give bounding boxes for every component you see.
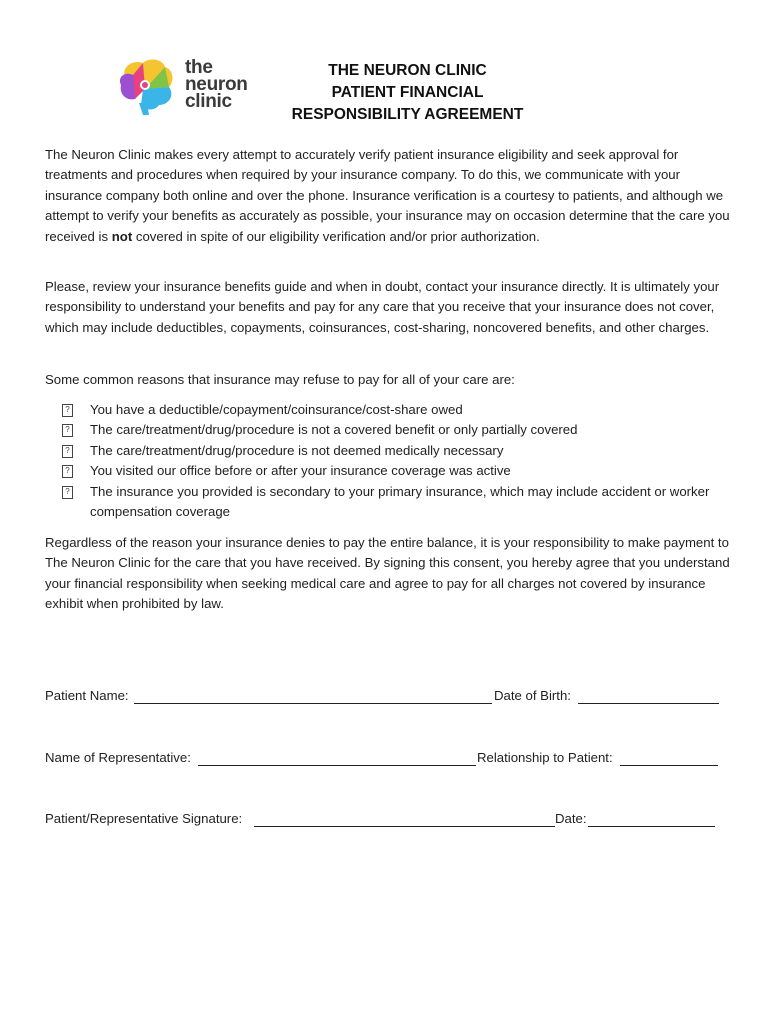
- paragraph-reasons-intro: [45, 370, 735, 390]
- logo-line-2: neuron: [185, 74, 248, 95]
- clinic-logo: [115, 55, 250, 117]
- signature-field[interactable]: [254, 826, 555, 827]
- paragraph1-bold: not: [111, 228, 133, 244]
- patient-name-row: [45, 688, 720, 710]
- logo-wordmark: [185, 59, 248, 110]
- title-line-1: THE NEURON CLINIC: [328, 62, 487, 79]
- date-field[interactable]: [588, 826, 715, 827]
- paragraph1-text-b: covered in spite of our eligibility verification and/or prior authorization.: [132, 228, 540, 244]
- list-item: [62, 420, 722, 440]
- checkbox-glyph-icon: ?: [62, 445, 73, 458]
- title-line-3: RESPONSIBILITY AGREEMENT: [291, 106, 524, 123]
- signature-label: Patient/Representative Signature:: [45, 811, 243, 826]
- paragraph-consent: [45, 533, 735, 615]
- list-item: [62, 400, 722, 420]
- paragraph-responsibility: [45, 277, 735, 338]
- representative-row: [45, 750, 720, 772]
- checkbox-glyph-icon: ?: [62, 465, 73, 478]
- paragraph-verification: [45, 145, 735, 247]
- logo-line-3: clinic: [185, 91, 232, 112]
- representative-field[interactable]: [198, 765, 476, 766]
- dob-label: Date of Birth:: [494, 688, 571, 703]
- relationship-field[interactable]: [620, 765, 718, 766]
- checkbox-glyph-icon: ?: [62, 486, 73, 499]
- document-title: [290, 60, 525, 126]
- paragraph3-text: Some common reasons that insurance may refuse to pay for all of your care are:: [45, 372, 515, 387]
- reason-text: The care/treatment/drug/procedure is not a covered benefit or only partially covered: [90, 422, 578, 438]
- list-item: [62, 441, 722, 461]
- brain-logo-icon: [115, 55, 185, 117]
- list-item: [62, 482, 722, 523]
- reason-text: The care/treatment/drug/procedure is not deemed medically necessary: [90, 442, 504, 458]
- paragraph4-text: Regardless of the reason your insurance denies to pay the entire balance, it is your responsibility to make payment to The Neuron Clinic for the care that you have received. By signing this consent, you hereby agree that you understand your financial responsibility when seeking medical care and agree to pay for all charges not covered by insurance exhibit when prohibited by law.: [45, 535, 730, 612]
- reason-text: The insurance you provided is secondary to your primary insurance, which may include accident or worker compensation coverage: [90, 483, 710, 520]
- relationship-label: Relationship to Patient:: [477, 750, 613, 765]
- date-label: Date:: [555, 811, 587, 826]
- patient-name-field[interactable]: [134, 703, 492, 704]
- title-line-2: PATIENT FINANCIAL: [331, 84, 484, 101]
- reason-text: You visited our office before or after your insurance coverage was active: [90, 463, 511, 479]
- signature-row: [45, 811, 720, 833]
- list-item: [62, 461, 722, 481]
- checkbox-glyph-icon: ?: [62, 424, 73, 437]
- logo-line-1: the: [185, 57, 213, 78]
- patient-name-label: Patient Name:: [45, 688, 129, 703]
- checkbox-glyph-icon: ?: [62, 404, 73, 417]
- reasons-list: [62, 400, 722, 522]
- paragraph1-text-a: The Neuron Clinic makes every attempt to accurately verify patient insurance eligibility and seek approval for treatments and procedures when required by your insurance company. To do this, we communicate with your insurance company both online and over the phone. Insurance verification is a courtesy to patients, and although we attempt to verify your benefits as accurately as possible, your insurance may on occasion determine that the care you received is: [45, 147, 730, 244]
- paragraph2-text: Please, review your insurance benefits guide and when in doubt, contact your insurance directly. It is ultimately your responsibility to understand your benefits and pay for any care that you receive that your insurance does not cover, which may include deductibles, copayments, coinsurances, cost-sharing, noncovered benefits, and other charges.: [45, 279, 720, 335]
- dob-field[interactable]: [578, 703, 719, 704]
- reason-text: You have a deductible/copayment/coinsurance/cost-share owed: [90, 402, 463, 417]
- representative-label: Name of Representative:: [45, 750, 191, 765]
